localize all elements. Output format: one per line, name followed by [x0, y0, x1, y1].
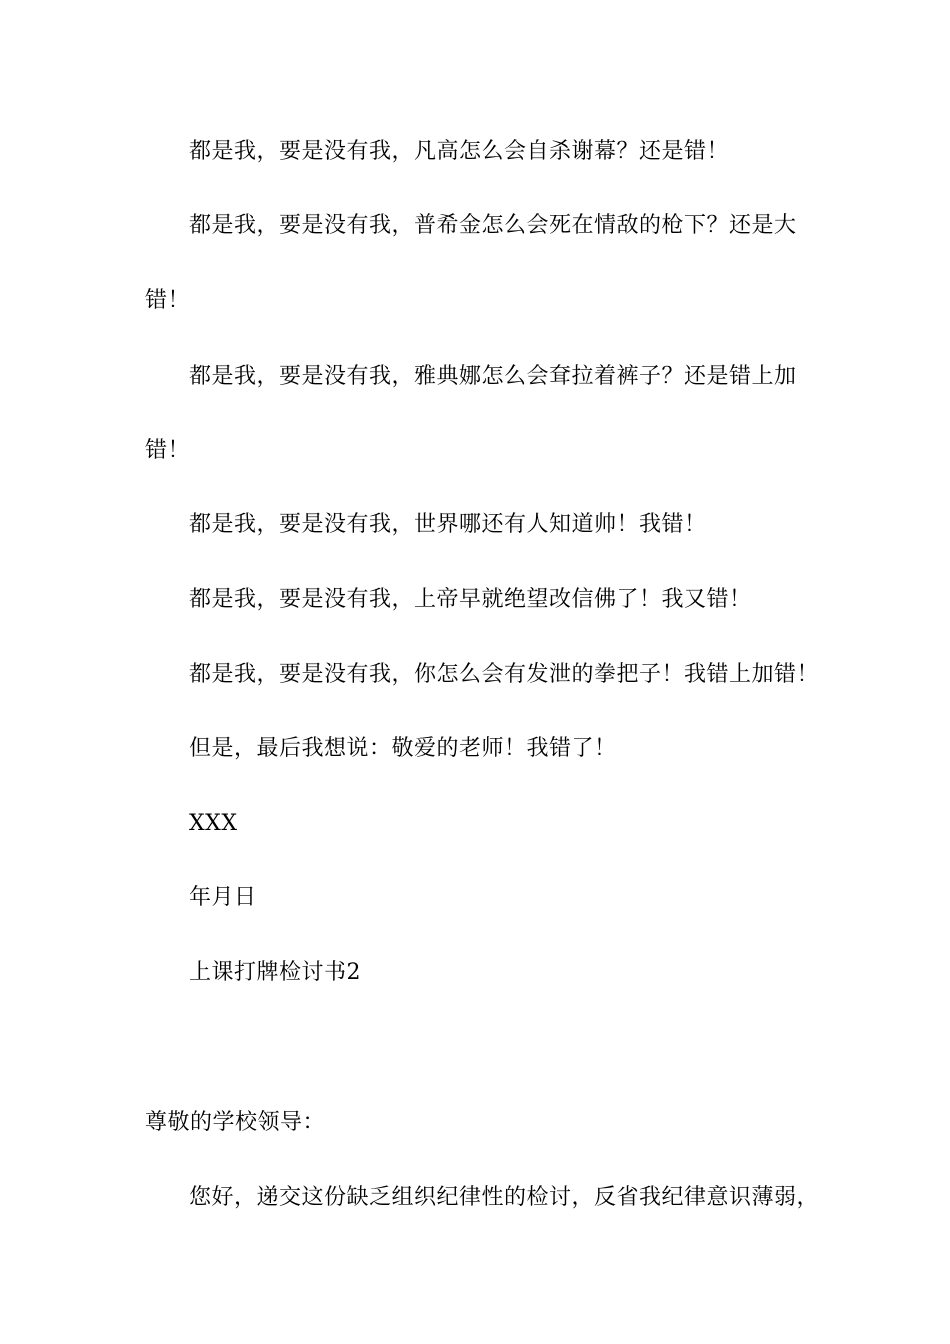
paragraph-line: 都是我，要是没有我，雅典娜怎么会耷拉着裤子？还是错上加	[189, 364, 797, 389]
paragraph-line: 都是我，要是没有我，凡高怎么会自杀谢幕？还是错！	[189, 139, 730, 164]
paragraph-line: 您好，递交这份缺乏组织纪律性的检讨，反省我纪律意识薄弱，	[189, 1185, 820, 1210]
section-title: 上课打牌检讨书2	[189, 960, 361, 985]
salutation: 尊敬的学校领导：	[145, 1110, 326, 1135]
paragraph-line: 都是我，要是没有我，上帝早就绝望改信佛了！我又错！	[189, 587, 752, 612]
paragraph-line: 但是，最后我想说：敬爱的老师！我错了！	[189, 736, 617, 761]
paragraph-line-continuation: 错！	[145, 438, 191, 463]
paragraph-line: 都是我，要是没有我，世界哪还有人知道帅！我错！	[189, 512, 707, 537]
paragraph-line-continuation: 错！	[145, 288, 191, 313]
signature-name: XXX	[189, 811, 238, 836]
paragraph-line: 都是我，要是没有我，你怎么会有发泄的拳把子！我错上加错！	[189, 662, 820, 687]
signature-date: 年月日	[189, 885, 257, 910]
paragraph-line: 都是我，要是没有我，普希金怎么会死在情敌的枪下？还是大	[189, 213, 797, 238]
